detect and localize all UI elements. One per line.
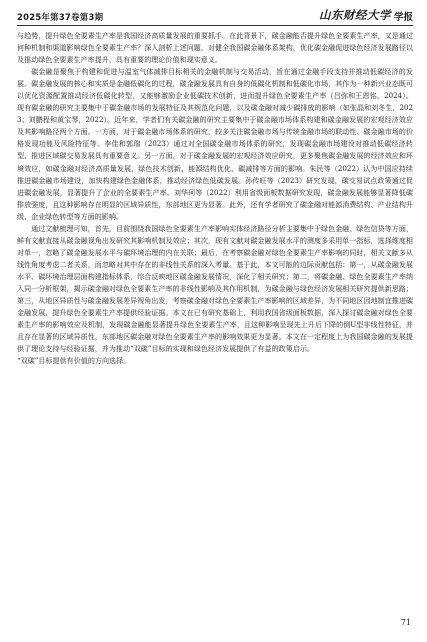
paragraph: “双碳”目标提供有价值的方向选择。	[17, 356, 131, 366]
page-number: 71	[400, 618, 411, 627]
paragraph: 碳金融是聚焦于构建和促进与温室气体减排目标相关的金融机制与交易活动，旨在通过金融手段支持并推动低碳经济的发展。碳金融发展的核心和实质是金融低碳化的过程，碳金融发展具有自身的低碳化机制和低碳化市场，其作为一种新兴业态既可以优化资源配置推动经济低碳化转型，又能够激励企业低碳技术创新，进而提升绿色全要素生产率（吕弥和王恩铭，2024）。现有碳金融的研究主要集中于碳金融市场的发展特征及其规范化问题，以及碳金融对减少碳排放的影响（如张晶和刘冬生，2023；刘鹏程和黄宝琴，2022）。近年来，学者们有关碳金融的研究主要集中于碳金融市场体系构建和碳金融发展的宏观经济效应及其影响路径两个方面。一方面，对于碳金融市场体系的研究，较多关注碳金融市场与传统金融市场的联动性、碳金融市场的价格发现功能及风险特征等。李佳和郭瑞（2023）通过对全国碳金融市场体系的研究，发现碳金融市场建设对推动低碳经济转型、推进区域碳交易发展具有重要意义。另一方面，对于碳金融发展的宏观经济效应研究，更多聚焦碳金融发展的经济效应和环境效应，如碳金融对经济高质量发展、绿色技术创新、能源结构优化、碳减排等方面的影响。朱民等（2022）认为中国应持续推进碳金融市场建设，加快构建绿色金融体系，推动经济绿色低碳发展。孙传旺等（2023）研究发现，碳交易试点政策通过促进碳金融发展，显著提升了企业的全要素生产率。刘华珂等（2022）利用省级面板数据研究发现，碳金融发展能够显著降低碳排放强度，且这种影响存在明显的区域异质性，东部地区更为显著。此外，还有学者研究了碳金融对能源消费结构、产业结构升级、企业绿色转型等方面的影响。	[17, 67, 413, 221]
journal-logo: 山东财经大学	[318, 8, 391, 22]
paragraph: 与趋势，提升绿色全要素生产率是我国经济高质量发展的重要抓手。在此背景下，碳金融能否提升绿色全要素生产率，又是通过何种机制和渠道影响绿色全要素生产率？深入剖析上述问题，对健全我国碳金融体系架构，优化碳金融促进绿色经济发展路径以及推动绿色全要素生产率提升，具有重要的理论价值和现实意义。	[17, 31, 413, 65]
paragraph: 通过文献梳理可知，首先，目前围绕我国绿色全要素生产率影响实体经济路径分析主要集中于绿色金融、绿色信贷等方面，鲜有文献直接从碳金融视角出发研究其影响机制及效应；其次，现有文献对碳金融发展水平的测度多采用单一指标，选择维度相对单一，忽略了碳金融发展水平与碳环境治理的内在关联；最后，在考察碳金融对绿色全要素生产率影响的同时，相关文献多从线性角度考虑二者关系，而忽略对其中存在的非线性关系的深入考量。基于此，本文可能的边际贡献包括：第一，从碳金融发展水平、碳环境治理层面构建指标体系，综合反映地区碳金融发展情况，深化了相关研究；第二，将碳金融、绿色全要素生产率纳入同一分析框架，揭示碳金融对绿色全要素生产率的非线性影响及其作用机制，为碳金融与绿色经济发展相关研究提供新思路；第三，从地区异质性与碳金融发展差异视角出发，考察碳金融对绿色全要素生产率影响的区域差异，为不同地区因地制宜推进碳金融发展、提升绿色全要素生产率提供经验证据。本文在已有研究基础上，利用我国省级面板数据，深入探讨碳金融对绿色全要素生产率的影响效应及机制，发现碳金融能显著提升绿色全要素生产率，且这种影响呈现先上升后下降的倒U型非线性特征，并且存在显著的区域异质性，东部地区碳金融对绿色全要素生产率的影响效果更为显著。本文在一定程度上为我国碳金融的发展提供了理论支持与经验证据，并为推动“双碳”目标的实现和绿色经济发展提供了有益的政策启示。	[17, 223, 413, 354]
journal-title	[319, 7, 413, 23]
issue-label: 2025年第37卷第3期	[17, 12, 104, 22]
running-header	[17, 0, 413, 26]
article-body	[17, 30, 413, 367]
journal-suffix: 学报	[393, 12, 413, 23]
